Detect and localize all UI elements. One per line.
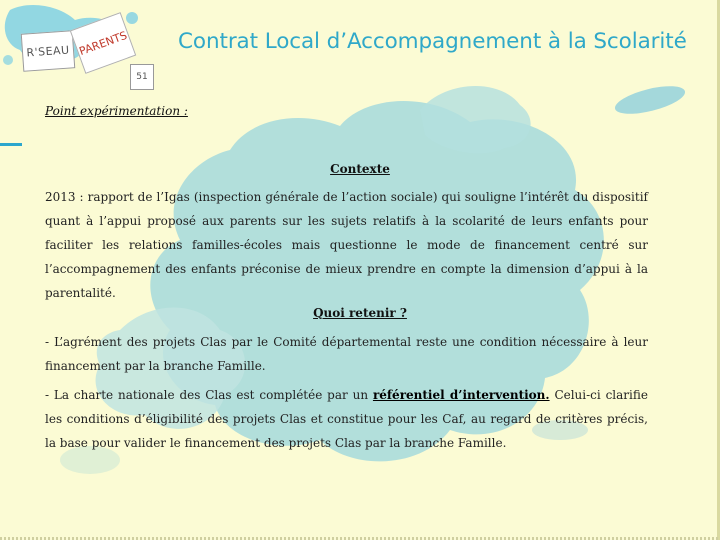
referentiel-emphasis: référentiel d’intervention. bbox=[372, 388, 550, 402]
logo-badge-reseau: R'SEAU bbox=[21, 30, 76, 72]
retain-item-1: - L’agrément des projets Clas par le Comité départemental reste une condition nécessaire à leur financement par la branche Famille. bbox=[45, 335, 648, 373]
context-paragraph: 2013 : rapport de l’Igas (inspection générale de l’action sociale) qui souligne l’intérêt du dispositif quant à l’appui proposé aux parents sur les sujets relatifs à la scolarité de leurs enfants pour faciliter les relations familles-écoles mais questionne le mode de financement centré sur l’accompagnement des enfants préconise de mieux prendre en compte la dimension d’appui à la parentalité. bbox=[45, 190, 648, 300]
point-label: Point expérimentation : bbox=[45, 104, 188, 118]
retain-item-2: - La charte nationale des Clas est complétée par un référentiel d’intervention. Celui-ci clarifie les conditions d’éligibilité des projets Clas et constitue pour les Caf, au regard de critères précis, la base pour valider le financement des projets Clas par la branche Famille. bbox=[45, 388, 648, 450]
logo-badge-parents: PARENTS bbox=[70, 12, 136, 74]
accent-line bbox=[0, 143, 22, 146]
logo-badge-number: 51 bbox=[130, 64, 154, 90]
page-title: Contrat Local d’Accompagnement à la Scolarité bbox=[178, 29, 687, 54]
context-heading: Contexte bbox=[330, 162, 390, 176]
retain-heading: Quoi retenir ? bbox=[313, 306, 407, 320]
reseau-parents-logo bbox=[18, 12, 158, 84]
